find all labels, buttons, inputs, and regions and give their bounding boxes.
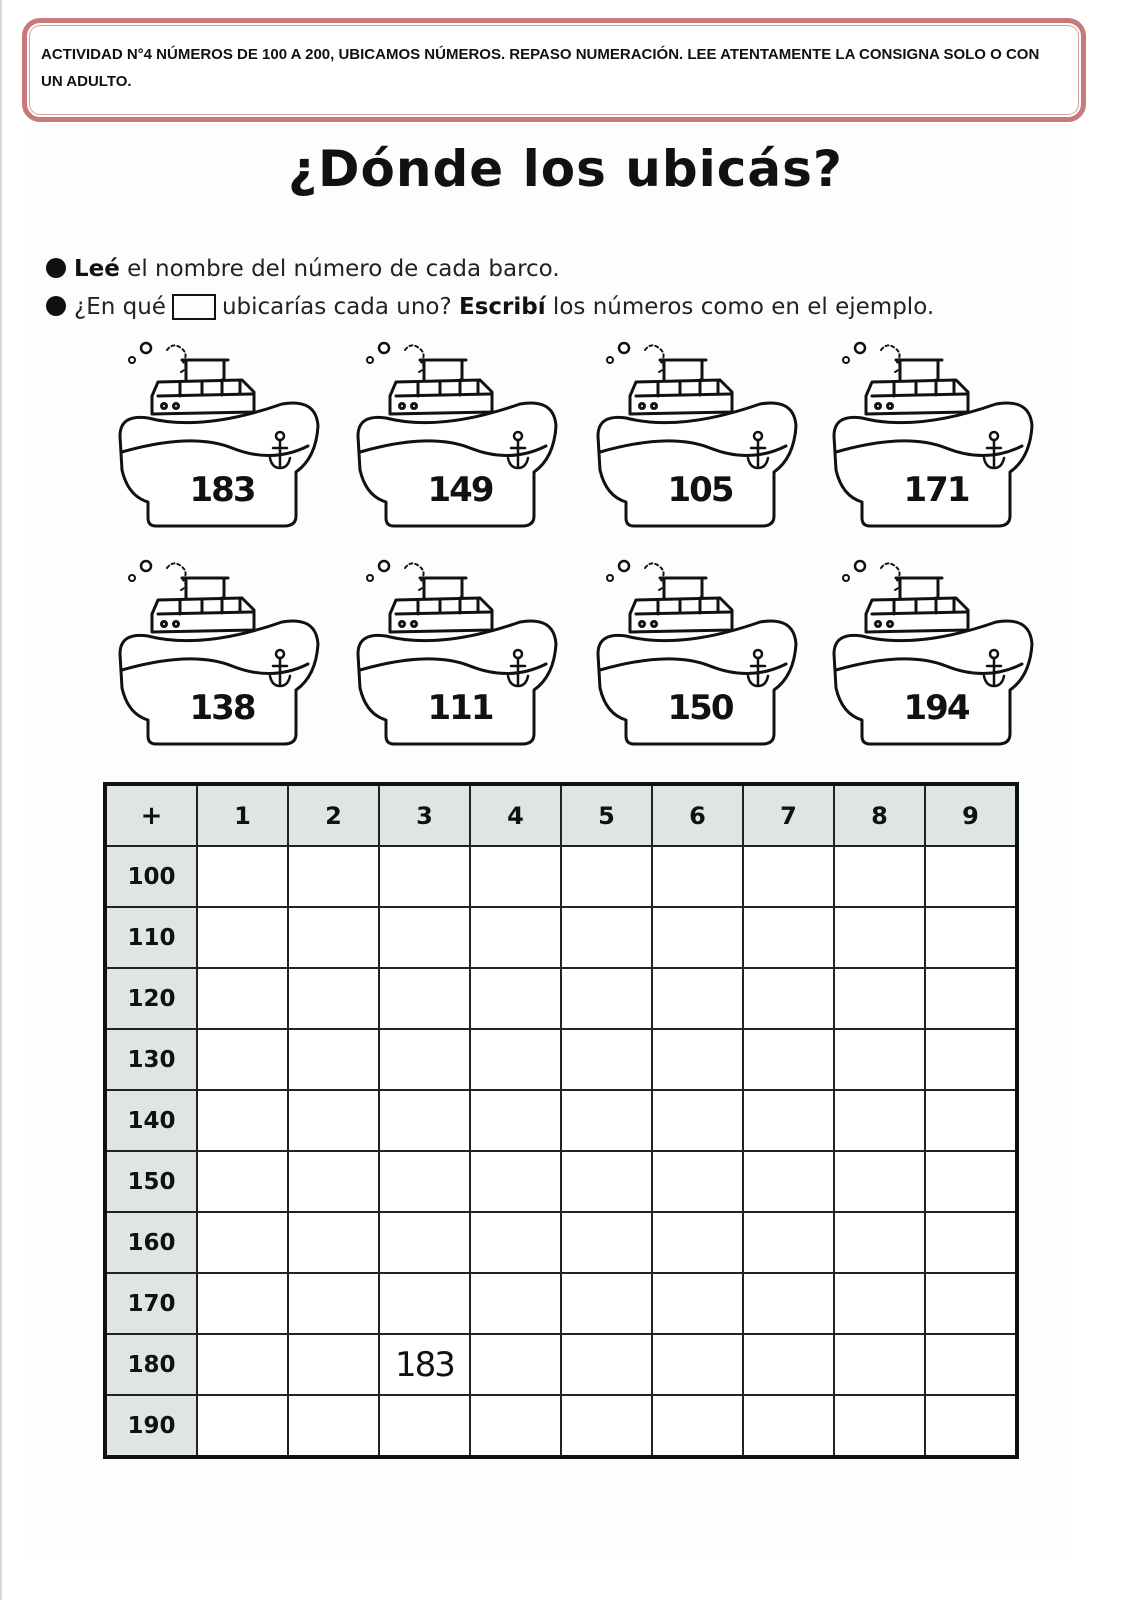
grid-cell[interactable] [743,1395,834,1457]
ship [112,558,327,758]
grid-cell[interactable] [834,1151,925,1212]
instruction-1-text: el nombre del número de cada barco. [119,256,560,282]
grid-row [105,846,1017,907]
instruction-2-part1: ¿En qué [74,294,166,320]
grid-cell[interactable] [379,1395,470,1457]
number-grid [103,782,1019,1459]
ship [112,340,327,540]
ship-drawing [112,340,327,540]
grid-cell[interactable] [379,1151,470,1212]
grid-cell[interactable] [379,1090,470,1151]
grid-cell[interactable] [925,1151,1017,1212]
grid-header-row [105,784,1017,846]
grid-corner-plus: + [105,784,197,846]
ship-number: 138 [189,688,255,728]
grid-row-header: 180 [105,1334,197,1395]
example-number: 183 [395,1344,454,1385]
grid-cell[interactable] [561,1334,652,1395]
grid-column-header: 6 [652,784,743,846]
grid-row-header: 130 [105,1029,197,1090]
grid-cell[interactable] [470,1212,561,1273]
grid-cell[interactable] [925,1273,1017,1334]
bullet-icon [46,296,66,316]
grid-row [105,907,1017,968]
worksheet-title: ¿Dónde los ubicás? [288,140,843,198]
grid-cell[interactable] [834,1395,925,1457]
grid-cell[interactable] [652,1090,743,1151]
ship-drawing [590,340,805,540]
grid-cell[interactable] [743,1151,834,1212]
grid-cell[interactable] [288,1090,379,1151]
grid-cell[interactable] [379,846,470,907]
ship-drawing [826,558,1041,758]
ship [590,340,805,540]
ship-number: 111 [427,688,493,728]
grid-cell[interactable] [834,1029,925,1090]
ship-drawing [112,558,327,758]
grid-cell[interactable] [470,1151,561,1212]
grid-cell[interactable] [652,1029,743,1090]
grid-cell[interactable] [197,1334,288,1395]
grid-cell[interactable] [379,1273,470,1334]
grid-cell[interactable] [197,968,288,1029]
grid-row [105,1395,1017,1457]
ship-drawing [350,558,565,758]
instruction-line-2 [46,294,934,320]
instruction-2-bold: Escribí [459,294,546,320]
grid-row [105,1334,1017,1395]
grid-cell[interactable] [379,1212,470,1273]
grid-row [105,1090,1017,1151]
grid-cell[interactable] [652,907,743,968]
grid-column-header: 8 [834,784,925,846]
grid-cell[interactable] [470,1395,561,1457]
grid-cell[interactable] [925,1395,1017,1457]
grid-cell[interactable] [834,846,925,907]
instruction-2-part3: los números como en el ejemplo. [545,294,935,320]
grid-cell[interactable] [288,1273,379,1334]
grid-cell[interactable] [288,1151,379,1212]
grid-row-header: 170 [105,1273,197,1334]
ship-drawing [350,340,565,540]
grid-cell[interactable] [925,846,1017,907]
grid-column-header: 4 [470,784,561,846]
ship-number: 183 [189,470,255,510]
ship [826,558,1041,758]
grid-cell[interactable] [652,1151,743,1212]
grid-row-header: 140 [105,1090,197,1151]
grid-cell[interactable] [470,846,561,907]
grid-row-header: 120 [105,968,197,1029]
empty-box-icon [172,294,216,320]
grid-row [105,968,1017,1029]
instruction-2-part2: ubicarías cada uno? [221,294,452,320]
instruction-line-1 [46,256,560,282]
ship [350,558,565,758]
grid-row [105,1151,1017,1212]
grid-cell[interactable] [834,1090,925,1151]
grid-cell[interactable] [743,907,834,968]
ship-drawing [590,558,805,758]
bullet-icon [46,258,66,278]
grid-cell[interactable] [652,968,743,1029]
grid-cell[interactable] [379,968,470,1029]
grid-cell[interactable] [743,846,834,907]
grid-cell[interactable] [652,1273,743,1334]
ship-number: 194 [903,688,969,728]
grid-cell[interactable] [197,1273,288,1334]
ship [826,340,1041,540]
grid-cell[interactable] [288,846,379,907]
grid-cell[interactable] [197,1212,288,1273]
grid-cell[interactable] [288,1334,379,1395]
grid-row-header: 110 [105,907,197,968]
grid-cell[interactable] [288,1029,379,1090]
grid-cell[interactable] [197,1395,288,1457]
grid-cell[interactable] [925,907,1017,968]
grid-cell[interactable] [197,846,288,907]
grid-cell[interactable] [561,1273,652,1334]
grid-cell[interactable] [379,907,470,968]
grid-row-header: 160 [105,1212,197,1273]
grid-cell[interactable] [925,1090,1017,1151]
grid-column-header: 5 [561,784,652,846]
grid-row [105,1273,1017,1334]
grid-cell[interactable] [834,907,925,968]
grid-cell[interactable] [470,907,561,968]
grid-cell[interactable] [288,1395,379,1457]
grid-cell[interactable] [561,968,652,1029]
ship-drawing [826,340,1041,540]
grid-cell[interactable] [561,1212,652,1273]
grid-cell[interactable] [197,1151,288,1212]
grid-cell[interactable] [288,968,379,1029]
grid-cell[interactable] [652,1212,743,1273]
ship [590,558,805,758]
grid-cell[interactable] [197,1090,288,1151]
grid-cell[interactable] [925,1029,1017,1090]
grid-row-header: 150 [105,1151,197,1212]
grid-cell[interactable] [652,1395,743,1457]
grid-cell[interactable] [197,907,288,968]
grid-cell[interactable] [470,1029,561,1090]
grid-cell[interactable] [743,968,834,1029]
ship-number: 171 [903,470,969,510]
grid-cell[interactable] [197,1029,288,1090]
grid-cell[interactable] [743,1273,834,1334]
grid-cell[interactable] [834,1212,925,1273]
grid-cell[interactable] [379,1334,470,1395]
grid-row [105,1212,1017,1273]
grid-cell[interactable] [288,1212,379,1273]
activity-header-box [22,18,1086,122]
grid-cell[interactable] [925,1212,1017,1273]
grid-cell[interactable] [834,968,925,1029]
grid-cell[interactable] [925,968,1017,1029]
grid-cell[interactable] [743,1090,834,1151]
grid-cell[interactable] [652,846,743,907]
grid-cell[interactable] [470,1273,561,1334]
grid-cell[interactable] [743,1029,834,1090]
grid-cell[interactable] [470,968,561,1029]
grid-cell[interactable] [561,1151,652,1212]
page-edge [0,0,2,1600]
grid-cell[interactable] [561,1029,652,1090]
grid-column-header: 9 [925,784,1017,846]
grid-column-header: 2 [288,784,379,846]
activity-header-text: ACTIVIDAD N°4 NÚMEROS DE 100 A 200, UBICAMOS NÚMEROS. REPASO NUMERACIÓN. LEE ATENTAMENTE LA CONSIGNA SOLO O CON UN ADULTO. [41,46,1040,90]
grid-cell[interactable] [379,1029,470,1090]
grid-column-header: 1 [197,784,288,846]
grid-cell[interactable] [834,1273,925,1334]
grid-row-header: 100 [105,846,197,907]
grid-column-header: 7 [743,784,834,846]
ship-number: 149 [427,470,493,510]
grid-row-header: 190 [105,1395,197,1457]
grid-row [105,1029,1017,1090]
grid-cell[interactable] [743,1334,834,1395]
ship-number: 150 [667,688,733,728]
grid-cell[interactable] [288,907,379,968]
grid-cell[interactable] [834,1334,925,1395]
grid-cell[interactable] [561,1395,652,1457]
grid-cell[interactable] [925,1334,1017,1395]
grid-column-header: 3 [379,784,470,846]
grid-cell[interactable] [470,1334,561,1395]
ship-number: 105 [667,470,733,510]
grid-cell[interactable] [561,907,652,968]
grid-cell[interactable] [470,1090,561,1151]
grid-cell[interactable] [561,846,652,907]
instruction-1-bold: Leé [74,256,120,282]
ship [350,340,565,540]
grid-cell[interactable] [743,1212,834,1273]
grid-cell[interactable] [561,1090,652,1151]
grid-cell[interactable] [652,1334,743,1395]
